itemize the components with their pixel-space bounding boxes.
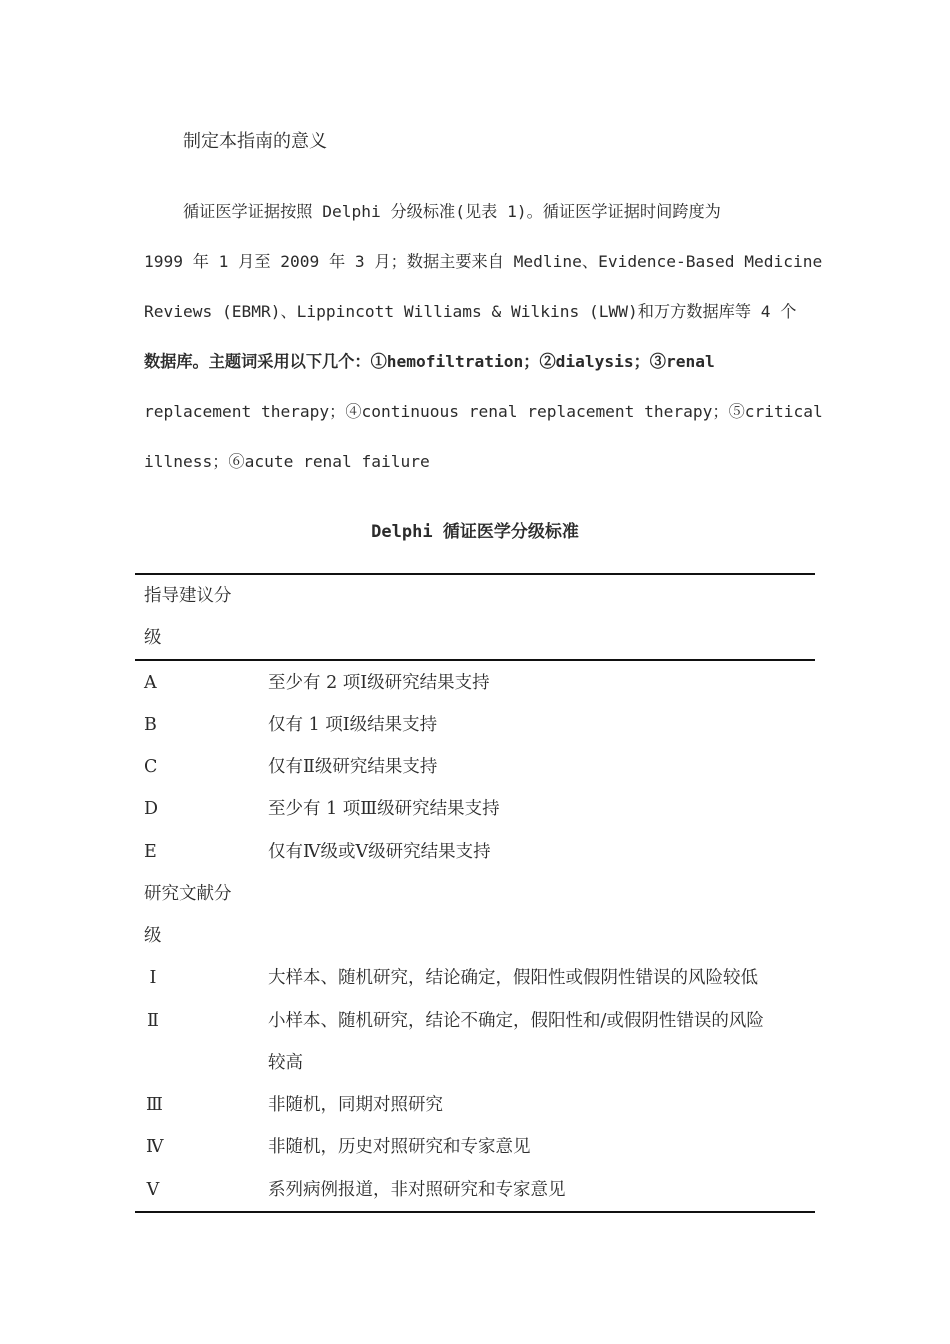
paragraph-line: 1999 年 1 月至 2009 年 3 月；数据主要来自 Medline、Evidence-Based Medicine xyxy=(144,252,823,271)
grade-desc: 仅有 1 项Ⅰ级结果支持 xyxy=(268,715,438,735)
table-bottom-rule xyxy=(135,1211,815,1213)
grade-desc: 仅有Ⅳ级或Ⅴ级研究结果支持 xyxy=(268,842,491,862)
grade-cell: B xyxy=(144,715,157,735)
paragraph-line: 循证医学证据按照 Delphi 分级标准(见表 1)。循证医学证据时间跨度为 xyxy=(183,202,721,221)
level-desc: 系列病例报道，非对照研究和专家意见 xyxy=(268,1180,566,1200)
grade-cell: C xyxy=(144,757,158,777)
grade-cell: A xyxy=(144,673,157,693)
level-desc: 小样本、随机研究，结论不确定，假阳性和/或假阴性错误的风险 xyxy=(268,1011,764,1031)
literature-header-line2: 级 xyxy=(144,926,162,946)
level-cell: Ⅳ xyxy=(146,1137,164,1157)
level-cell: Ⅱ xyxy=(147,1011,159,1031)
level-desc-continued: 较高 xyxy=(268,1053,303,1073)
paragraph-line: replacement therapy；④continuous renal replacement therapy；⑤critical xyxy=(144,402,823,421)
level-desc: 大样本、随机研究，结论确定，假阳性或假阴性错误的风险较低 xyxy=(268,968,758,988)
table-top-rule xyxy=(135,573,815,575)
grade-desc: 至少有 2 项Ⅰ级研究结果支持 xyxy=(268,673,490,693)
level-cell: Ⅰ xyxy=(149,968,157,988)
evidence-paragraph xyxy=(144,191,823,491)
paragraph-line: 数据库。主题词采用以下几个：①hemofiltration；②dialysis；③renal xyxy=(144,352,715,371)
table-header-line1: 指导建议分 xyxy=(144,586,232,606)
level-desc: 非随机，同期对照研究 xyxy=(268,1095,443,1115)
level-cell: Ⅴ xyxy=(146,1180,160,1200)
grade-cell: E xyxy=(144,842,157,862)
level-desc: 非随机，历史对照研究和专家意见 xyxy=(268,1137,531,1157)
table-header-line2: 级 xyxy=(144,628,162,648)
section-heading: 制定本指南的意义 xyxy=(183,131,327,152)
literature-header-line1: 研究文献分 xyxy=(144,884,232,904)
grade-desc: 至少有 1 项Ⅲ级研究结果支持 xyxy=(268,799,500,819)
grade-cell: D xyxy=(144,799,159,819)
table-header-rule xyxy=(135,659,815,661)
paragraph-line: Reviews (EBMR)、Lippincott Williams & Wilkins (LWW)和万方数据库等 4 个 xyxy=(144,302,797,321)
level-cell: Ⅲ xyxy=(146,1095,163,1115)
table-title: Delphi 循证医学分级标准 xyxy=(371,522,579,542)
grade-desc: 仅有Ⅱ级研究结果支持 xyxy=(268,757,438,777)
paragraph-line: illness；⑥acute renal failure xyxy=(144,452,430,471)
